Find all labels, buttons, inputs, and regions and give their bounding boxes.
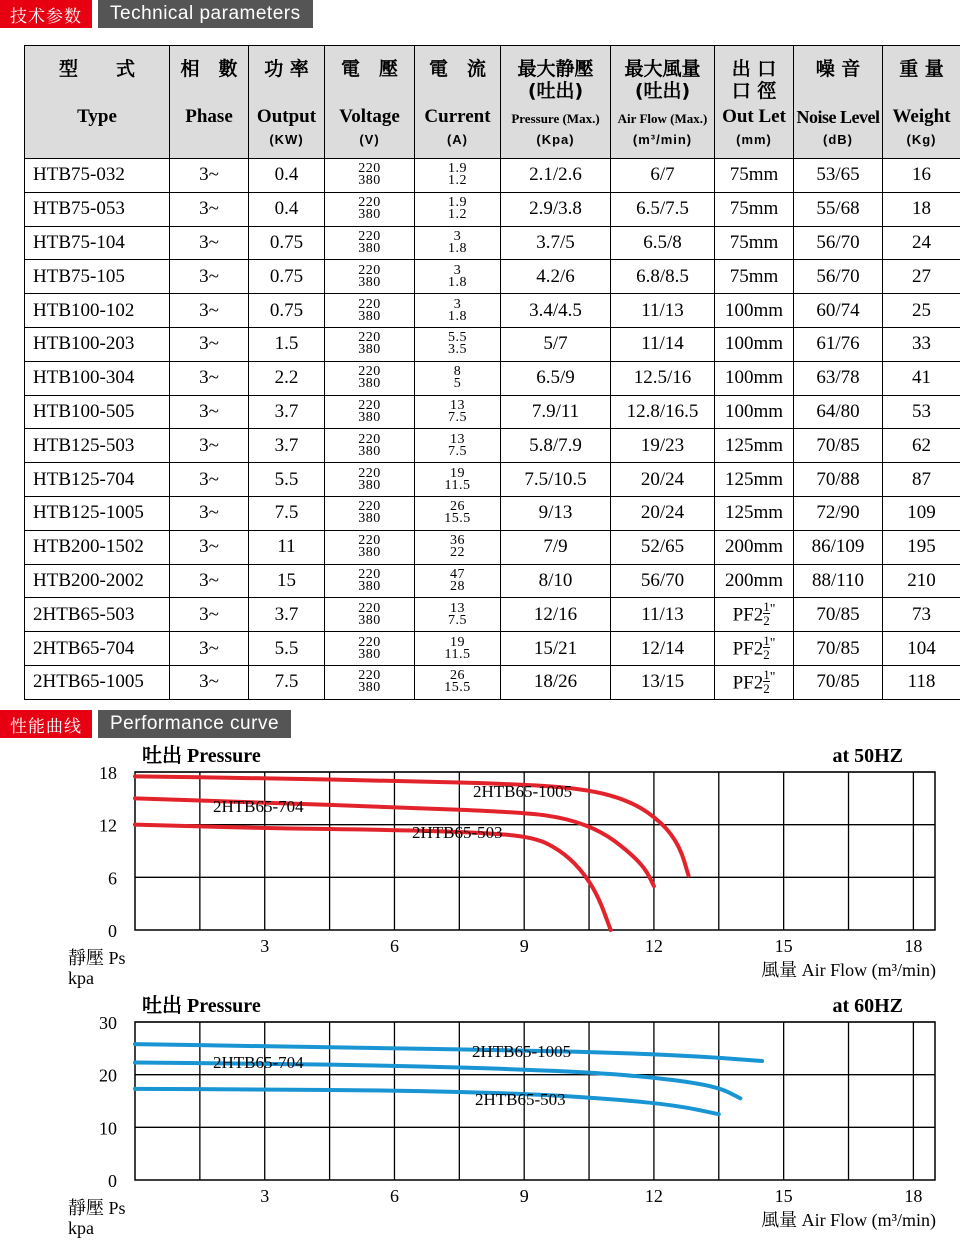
table-row xyxy=(25,632,960,666)
series-label: 2HTB65-1005 xyxy=(473,782,572,801)
cell-airflow: 12/14 xyxy=(611,632,715,666)
chart-title: 吐出 Pressure xyxy=(142,743,261,767)
cell-voltage: 220 380 xyxy=(325,159,415,193)
cell-pressure: 8/10 xyxy=(501,564,611,598)
y-tick-label: 30 xyxy=(99,1013,117,1033)
cell-type: HTB125-503 xyxy=(25,429,170,463)
x-tick-label: 12 xyxy=(645,936,663,956)
cell-type: 2HTB65-503 xyxy=(25,598,170,632)
cell-output: 7.5 xyxy=(249,665,325,699)
cell-current: 26 15.5 xyxy=(415,496,501,530)
header-current-cn: 電 流 xyxy=(415,46,500,80)
y-axis-label: 靜壓 Ps xyxy=(68,948,126,968)
cell-weight: 33 xyxy=(883,327,960,361)
cell-phase: 3~ xyxy=(170,496,249,530)
header-type-cn: 型 式 xyxy=(25,46,169,80)
cell-airflow: 12.8/16.5 xyxy=(611,395,715,429)
y-tick-label: 20 xyxy=(99,1066,117,1086)
cell-type: HTB75-104 xyxy=(25,226,170,260)
header-weight xyxy=(883,46,960,159)
header-noise-cn: 噪 音 xyxy=(794,46,882,80)
cell-airflow: 11/13 xyxy=(611,294,715,328)
cell-airflow: 20/24 xyxy=(611,496,715,530)
cell-type: 2HTB65-704 xyxy=(25,632,170,666)
cell-noise: 60/74 xyxy=(794,294,883,328)
cell-weight: 73 xyxy=(883,598,960,632)
cell-voltage: 220 380 xyxy=(325,361,415,395)
cell-output: 5.5 xyxy=(249,632,325,666)
cell-noise: 56/70 xyxy=(794,226,883,260)
header-type-en: Type xyxy=(25,106,169,128)
cell-current: 3 1.8 xyxy=(415,294,501,328)
header-weight-en: Weight xyxy=(883,106,960,128)
cell-voltage: 220 380 xyxy=(325,192,415,226)
cell-voltage: 220 380 xyxy=(325,429,415,463)
cell-weight: 118 xyxy=(883,665,960,699)
cell-noise: 86/109 xyxy=(794,530,883,564)
cell-type: HTB125-704 xyxy=(25,463,170,497)
cell-phase: 3~ xyxy=(170,598,249,632)
y-axis-unit: kpa xyxy=(68,1218,94,1238)
y-tick-label: 6 xyxy=(108,868,117,888)
header-type xyxy=(25,46,170,159)
cell-airflow: 56/70 xyxy=(611,564,715,598)
cell-noise: 53/65 xyxy=(794,159,883,193)
series-label: 2HTB65-704 xyxy=(213,797,304,816)
cell-pressure: 3.4/4.5 xyxy=(501,294,611,328)
cell-outlet: 100mm xyxy=(715,294,794,328)
header-airflow-en: Air Flow (Max.) xyxy=(611,108,714,130)
cell-phase: 3~ xyxy=(170,192,249,226)
table-row xyxy=(25,327,960,361)
tech-section-title-en: Technical parameters xyxy=(98,0,313,28)
cell-output: 3.7 xyxy=(249,598,325,632)
cell-output: 15 xyxy=(249,564,325,598)
cell-current: 1.9 1.2 xyxy=(415,192,501,226)
cell-phase: 3~ xyxy=(170,226,249,260)
header-airflow-unit: (m³/min) xyxy=(611,132,714,147)
header-current-unit: (A) xyxy=(415,132,500,147)
cell-pressure: 3.7/5 xyxy=(501,226,611,260)
cell-voltage: 220 380 xyxy=(325,463,415,497)
cell-phase: 3~ xyxy=(170,327,249,361)
spec-table xyxy=(24,45,960,700)
cell-weight: 210 xyxy=(883,564,960,598)
header-outlet-unit: (mm) xyxy=(715,132,793,147)
cell-current: 19 11.5 xyxy=(415,463,501,497)
cell-type: HTB100-505 xyxy=(25,395,170,429)
header-output xyxy=(249,46,325,159)
y-tick-label: 10 xyxy=(99,1118,117,1138)
table-row xyxy=(25,463,960,497)
x-tick-label: 3 xyxy=(260,936,269,956)
cell-weight: 104 xyxy=(883,632,960,666)
cell-noise: 70/85 xyxy=(794,598,883,632)
table-row xyxy=(25,598,960,632)
header-outlet-cn: 出 口 口 徑 xyxy=(715,46,793,102)
cell-current: 13 7.5 xyxy=(415,598,501,632)
cell-phase: 3~ xyxy=(170,665,249,699)
cell-pressure: 9/13 xyxy=(501,496,611,530)
cell-outlet: 75mm xyxy=(715,226,794,260)
x-tick-label: 15 xyxy=(775,936,793,956)
cell-type: HTB200-2002 xyxy=(25,564,170,598)
header-voltage xyxy=(325,46,415,159)
cell-airflow: 11/13 xyxy=(611,598,715,632)
x-tick-label: 3 xyxy=(260,1186,269,1206)
cell-pressure: 12/16 xyxy=(501,598,611,632)
cell-phase: 3~ xyxy=(170,564,249,598)
cell-outlet: 75mm xyxy=(715,260,794,294)
cell-airflow: 13/15 xyxy=(611,665,715,699)
table-row xyxy=(25,395,960,429)
cell-output: 0.75 xyxy=(249,260,325,294)
header-phase-cn: 相 數 xyxy=(170,46,248,80)
table-row xyxy=(25,361,960,395)
x-tick-label: 9 xyxy=(520,1186,529,1206)
cell-airflow: 12.5/16 xyxy=(611,361,715,395)
cell-output: 5.5 xyxy=(249,463,325,497)
cell-weight: 195 xyxy=(883,530,960,564)
cell-current: 19 11.5 xyxy=(415,632,501,666)
cell-pressure: 15/21 xyxy=(501,632,611,666)
cell-pressure: 4.2/6 xyxy=(501,260,611,294)
x-tick-label: 15 xyxy=(775,1186,793,1206)
cell-noise: 64/80 xyxy=(794,395,883,429)
cell-output: 11 xyxy=(249,530,325,564)
cell-type: HTB75-053 xyxy=(25,192,170,226)
x-tick-label: 18 xyxy=(904,936,922,956)
cell-output: 0.75 xyxy=(249,226,325,260)
header-outlet-en: Out Let xyxy=(715,106,793,128)
chart-60hz-svg xyxy=(0,990,960,1242)
cell-airflow: 11/14 xyxy=(611,327,715,361)
cell-noise: 88/110 xyxy=(794,564,883,598)
y-tick-label: 0 xyxy=(108,1171,117,1191)
table-row xyxy=(25,159,960,193)
cell-voltage: 220 380 xyxy=(325,294,415,328)
y-tick-label: 0 xyxy=(108,921,117,941)
header-voltage-unit: (V) xyxy=(325,132,414,147)
header-airflow-cn: 最大風量 (吐出) xyxy=(611,46,714,102)
x-tick-label: 12 xyxy=(645,1186,663,1206)
header-output-en: Output xyxy=(249,106,324,128)
perf-section-header xyxy=(0,710,291,738)
cell-phase: 3~ xyxy=(170,260,249,294)
cell-voltage: 220 380 xyxy=(325,395,415,429)
cell-phase: 3~ xyxy=(170,361,249,395)
y-tick-label: 18 xyxy=(99,763,117,783)
table-body xyxy=(25,159,960,700)
cell-output: 2.2 xyxy=(249,361,325,395)
cell-voltage: 220 380 xyxy=(325,598,415,632)
header-pressure xyxy=(501,46,611,159)
cell-airflow: 6/7 xyxy=(611,159,715,193)
header-weight-cn: 重 量 xyxy=(883,46,960,80)
series-label: 2HTB65-1005 xyxy=(472,1042,571,1061)
cell-outlet: 100mm xyxy=(715,327,794,361)
header-pressure-cn: 最大静壓 (吐出) xyxy=(501,46,610,102)
table-row xyxy=(25,429,960,463)
cell-weight: 25 xyxy=(883,294,960,328)
header-pressure-en: Pressure (Max.) xyxy=(501,108,610,130)
chart-subtitle: at 50HZ xyxy=(832,745,903,767)
cell-outlet: 125mm xyxy=(715,496,794,530)
series-label: 2HTB65-503 xyxy=(412,823,503,842)
cell-noise: 72/90 xyxy=(794,496,883,530)
cell-outlet: PF2 $\frac{1}{2}$ " xyxy=(715,632,794,666)
cell-output: 1.5 xyxy=(249,327,325,361)
cell-current: 36 22 xyxy=(415,530,501,564)
x-tick-label: 6 xyxy=(390,1186,399,1206)
cell-noise: 56/70 xyxy=(794,260,883,294)
cell-voltage: 220 380 xyxy=(325,260,415,294)
cell-outlet: 125mm xyxy=(715,429,794,463)
table-row xyxy=(25,294,960,328)
cell-phase: 3~ xyxy=(170,463,249,497)
cell-weight: 53 xyxy=(883,395,960,429)
y-axis-label: 靜壓 Ps xyxy=(68,1198,126,1218)
cell-phase: 3~ xyxy=(170,294,249,328)
cell-noise: 61/76 xyxy=(794,327,883,361)
chart-50hz xyxy=(0,740,960,990)
tech-section-title-cn: 技术参数 xyxy=(0,0,92,28)
cell-phase: 3~ xyxy=(170,632,249,666)
header-phase-en: Phase xyxy=(170,106,248,128)
header-voltage-en: Voltage xyxy=(325,106,414,128)
cell-noise: 70/85 xyxy=(794,665,883,699)
header-weight-unit: (Kg) xyxy=(883,132,960,147)
cell-type: HTB100-304 xyxy=(25,361,170,395)
cell-type: HTB100-203 xyxy=(25,327,170,361)
x-axis-label: 風量 Air Flow (m³/min) xyxy=(761,960,936,981)
table-row xyxy=(25,496,960,530)
series-label: 2HTB65-704 xyxy=(213,1053,304,1072)
y-axis-unit: kpa xyxy=(68,968,94,988)
cell-voltage: 220 380 xyxy=(325,564,415,598)
cell-type: HTB75-105 xyxy=(25,260,170,294)
cell-outlet: 100mm xyxy=(715,361,794,395)
x-tick-label: 6 xyxy=(390,936,399,956)
x-tick-label: 18 xyxy=(904,1186,922,1206)
cell-voltage: 220 380 xyxy=(325,632,415,666)
tech-section-header xyxy=(0,0,313,28)
cell-output: 3.7 xyxy=(249,395,325,429)
cell-current: 3 1.8 xyxy=(415,260,501,294)
cell-airflow: 6.5/8 xyxy=(611,226,715,260)
table-row xyxy=(25,192,960,226)
table-row xyxy=(25,226,960,260)
cell-airflow: 20/24 xyxy=(611,463,715,497)
cell-phase: 3~ xyxy=(170,429,249,463)
table-row xyxy=(25,530,960,564)
cell-weight: 24 xyxy=(883,226,960,260)
header-output-unit: (KW) xyxy=(249,132,324,147)
cell-weight: 109 xyxy=(883,496,960,530)
cell-current: 8 5 xyxy=(415,361,501,395)
cell-noise: 70/88 xyxy=(794,463,883,497)
x-tick-label: 9 xyxy=(520,936,529,956)
header-noise xyxy=(794,46,883,159)
x-axis-label: 風量 Air Flow (m³/min) xyxy=(761,1210,936,1231)
cell-current: 13 7.5 xyxy=(415,395,501,429)
cell-airflow: 52/65 xyxy=(611,530,715,564)
cell-weight: 41 xyxy=(883,361,960,395)
cell-noise: 70/85 xyxy=(794,632,883,666)
cell-current: 26 15.5 xyxy=(415,665,501,699)
header-noise-unit: (dB) xyxy=(794,132,882,147)
header-current-en: Current xyxy=(415,106,500,128)
cell-pressure: 5.8/7.9 xyxy=(501,429,611,463)
cell-pressure: 7/9 xyxy=(501,530,611,564)
cell-pressure: 6.5/9 xyxy=(501,361,611,395)
table-row xyxy=(25,665,960,699)
cell-noise: 63/78 xyxy=(794,361,883,395)
header-noise-en: Noise Level xyxy=(794,106,882,128)
header-pressure-unit: (Kpa) xyxy=(501,132,610,147)
chart-60hz xyxy=(0,990,960,1242)
cell-weight: 18 xyxy=(883,192,960,226)
cell-airflow: 6.8/8.5 xyxy=(611,260,715,294)
header-airflow xyxy=(611,46,715,159)
cell-noise: 70/85 xyxy=(794,429,883,463)
cell-outlet: 200mm xyxy=(715,530,794,564)
series-line xyxy=(135,1089,719,1114)
cell-current: 1.9 1.2 xyxy=(415,159,501,193)
cell-pressure: 5/7 xyxy=(501,327,611,361)
cell-outlet: PF2 $\frac{1}{2}$ " xyxy=(715,598,794,632)
header-outlet xyxy=(715,46,794,159)
cell-weight: 87 xyxy=(883,463,960,497)
chart-subtitle: at 60HZ xyxy=(832,995,903,1017)
perf-section-title-en: Performance curve xyxy=(98,710,291,738)
chart-50hz-svg xyxy=(0,740,960,990)
cell-type: HTB100-102 xyxy=(25,294,170,328)
cell-outlet: 200mm xyxy=(715,564,794,598)
cell-output: 0.4 xyxy=(249,159,325,193)
table-row xyxy=(25,260,960,294)
cell-current: 3 1.8 xyxy=(415,226,501,260)
cell-outlet: PF2 $\frac{1}{2}$ " xyxy=(715,665,794,699)
header-phase xyxy=(170,46,249,159)
cell-type: HTB125-1005 xyxy=(25,496,170,530)
cell-output: 0.75 xyxy=(249,294,325,328)
cell-phase: 3~ xyxy=(170,530,249,564)
cell-pressure: 7.9/11 xyxy=(501,395,611,429)
cell-noise: 55/68 xyxy=(794,192,883,226)
table-row xyxy=(25,564,960,598)
cell-output: 7.5 xyxy=(249,496,325,530)
cell-voltage: 220 380 xyxy=(325,327,415,361)
cell-output: 0.4 xyxy=(249,192,325,226)
cell-pressure: 18/26 xyxy=(501,665,611,699)
cell-outlet: 75mm xyxy=(715,159,794,193)
cell-outlet: 100mm xyxy=(715,395,794,429)
header-output-cn: 功 率 xyxy=(249,46,324,80)
cell-type: HTB75-032 xyxy=(25,159,170,193)
cell-pressure: 7.5/10.5 xyxy=(501,463,611,497)
cell-pressure: 2.9/3.8 xyxy=(501,192,611,226)
cell-voltage: 220 380 xyxy=(325,226,415,260)
cell-phase: 3~ xyxy=(170,395,249,429)
cell-current: 5.5 3.5 xyxy=(415,327,501,361)
cell-airflow: 19/23 xyxy=(611,429,715,463)
chart-title: 吐出 Pressure xyxy=(142,993,261,1017)
cell-pressure: 2.1/2.6 xyxy=(501,159,611,193)
cell-airflow: 6.5/7.5 xyxy=(611,192,715,226)
header-current xyxy=(415,46,501,159)
header-voltage-cn: 電 壓 xyxy=(325,46,414,80)
series-label: 2HTB65-503 xyxy=(475,1090,566,1109)
cell-type: HTB200-1502 xyxy=(25,530,170,564)
cell-voltage: 220 380 xyxy=(325,665,415,699)
cell-output: 3.7 xyxy=(249,429,325,463)
cell-outlet: 125mm xyxy=(715,463,794,497)
cell-current: 47 28 xyxy=(415,564,501,598)
cell-voltage: 220 380 xyxy=(325,496,415,530)
cell-weight: 16 xyxy=(883,159,960,193)
y-tick-label: 12 xyxy=(99,816,117,836)
cell-current: 13 7.5 xyxy=(415,429,501,463)
cell-outlet: 75mm xyxy=(715,192,794,226)
cell-phase: 3~ xyxy=(170,159,249,193)
cell-voltage: 220 380 xyxy=(325,530,415,564)
cell-type: 2HTB65-1005 xyxy=(25,665,170,699)
cell-weight: 27 xyxy=(883,260,960,294)
cell-weight: 62 xyxy=(883,429,960,463)
table-header-row xyxy=(25,46,960,159)
perf-section-title-cn: 性能曲线 xyxy=(0,710,92,738)
